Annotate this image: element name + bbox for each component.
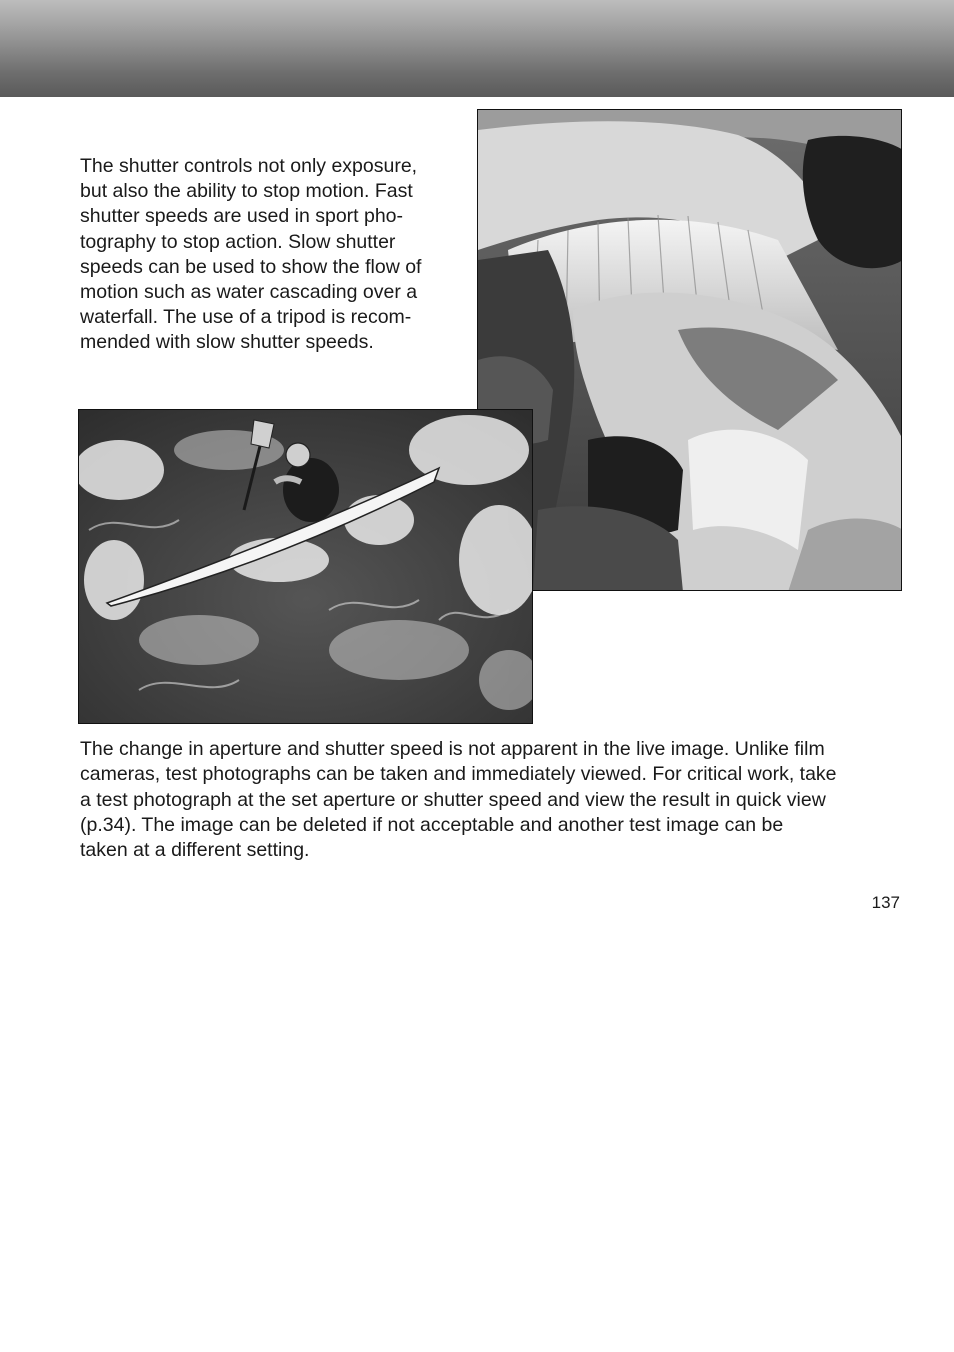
body-line: taken at a different setting. [80,839,310,862]
body-line: (p.34). The image can be deleted if not acceptable and another test image can be [80,813,784,836]
intro-line: The shutter controls not only exposure, [80,155,418,177]
body-paragraph [80,737,910,863]
kayak-photo [78,409,533,724]
page-number: 137 [871,893,900,912]
intro-paragraph [80,154,465,356]
intro-line: mended with slow shutter speeds. [80,331,374,354]
intro-line: but also the ability to stop motion. Fast [80,180,413,203]
body-line: a test photograph at the set aperture or shutter speed and view the result in quick view [80,788,826,811]
intro-line: motion such as water cascading over a [80,281,418,304]
body-line: The change in aperture and shutter speed is not apparent in the live image. Unlike film [80,738,825,760]
intro-line: waterfall. The use of a tripod is recom- [80,306,412,329]
waterfall-photo [477,109,902,591]
header-band [0,0,954,97]
intro-line: shutter speeds are used in sport pho- [80,205,404,228]
body-line: cameras, test photographs can be taken and immediately viewed. For critical work, take [80,763,837,786]
intro-line: tography to stop action. Slow shutter [80,230,396,253]
intro-line: speeds can be used to show the flow of [80,255,422,278]
